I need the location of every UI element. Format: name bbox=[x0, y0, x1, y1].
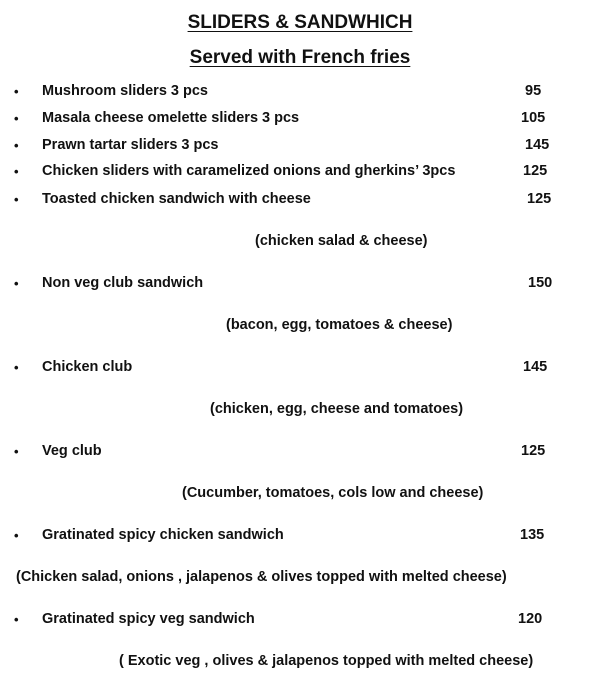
menu-item-name: Masala cheese omelette sliders 3 pcs bbox=[42, 110, 300, 126]
menu-item-name: Non veg club sandwich bbox=[42, 275, 204, 291]
menu-item-name: Chicken sliders with caramelized onions and gherkins’ 3pcs bbox=[42, 163, 456, 179]
menu-item-price: 150 bbox=[528, 275, 553, 291]
menu-item-price: 125 bbox=[527, 191, 552, 207]
menu-item-price: 145 bbox=[523, 359, 548, 375]
bullet-icon: • bbox=[14, 164, 19, 179]
menu-item-name: Gratinated spicy veg sandwich bbox=[42, 611, 255, 627]
bullet-icon: • bbox=[14, 111, 19, 126]
menu-item-price: 105 bbox=[521, 110, 546, 126]
bullet-icon: • bbox=[14, 192, 19, 207]
menu-item-price: 135 bbox=[520, 527, 545, 543]
menu-item-description: (Cucumber, tomatoes, cols low and cheese) bbox=[182, 485, 484, 501]
menu-item-description: ( Exotic veg , olives & jalapenos topped with melted cheese) bbox=[119, 653, 534, 669]
menu-item-description: (chicken, egg, cheese and tomatoes) bbox=[210, 401, 464, 417]
menu-item-name: Mushroom sliders 3 pcs bbox=[42, 83, 208, 99]
bullet-icon: • bbox=[14, 138, 19, 153]
bullet-icon: • bbox=[14, 528, 19, 543]
menu-item-description: (chicken salad & cheese) bbox=[255, 233, 428, 249]
menu-item-price: 125 bbox=[521, 443, 546, 459]
bullet-icon: • bbox=[14, 84, 19, 99]
bullet-icon: • bbox=[14, 444, 19, 459]
menu-item-name: Toasted chicken sandwich with cheese bbox=[42, 191, 311, 207]
menu-subtitle: Served with French fries bbox=[189, 47, 411, 68]
menu-item-description: (Chicken salad, onions , jalapenos & olives topped with melted cheese) bbox=[16, 569, 507, 585]
menu-item-price: 95 bbox=[525, 83, 542, 99]
menu-item-name: Chicken club bbox=[42, 359, 133, 375]
menu-item-price: 145 bbox=[525, 137, 550, 153]
bullet-icon: • bbox=[14, 360, 19, 375]
bullet-icon: • bbox=[14, 612, 19, 627]
menu-title: SLIDERS & SANDWHICH bbox=[187, 12, 413, 33]
menu-item-price: 125 bbox=[523, 163, 548, 179]
menu-item-name: Gratinated spicy chicken sandwich bbox=[42, 527, 284, 543]
bullet-icon: • bbox=[14, 276, 19, 291]
menu-item-name: Veg club bbox=[42, 443, 102, 459]
menu-item-name: Prawn tartar sliders 3 pcs bbox=[42, 137, 219, 153]
menu-item-description: (bacon, egg, tomatoes & cheese) bbox=[226, 317, 453, 333]
menu-item-price: 120 bbox=[518, 611, 543, 627]
